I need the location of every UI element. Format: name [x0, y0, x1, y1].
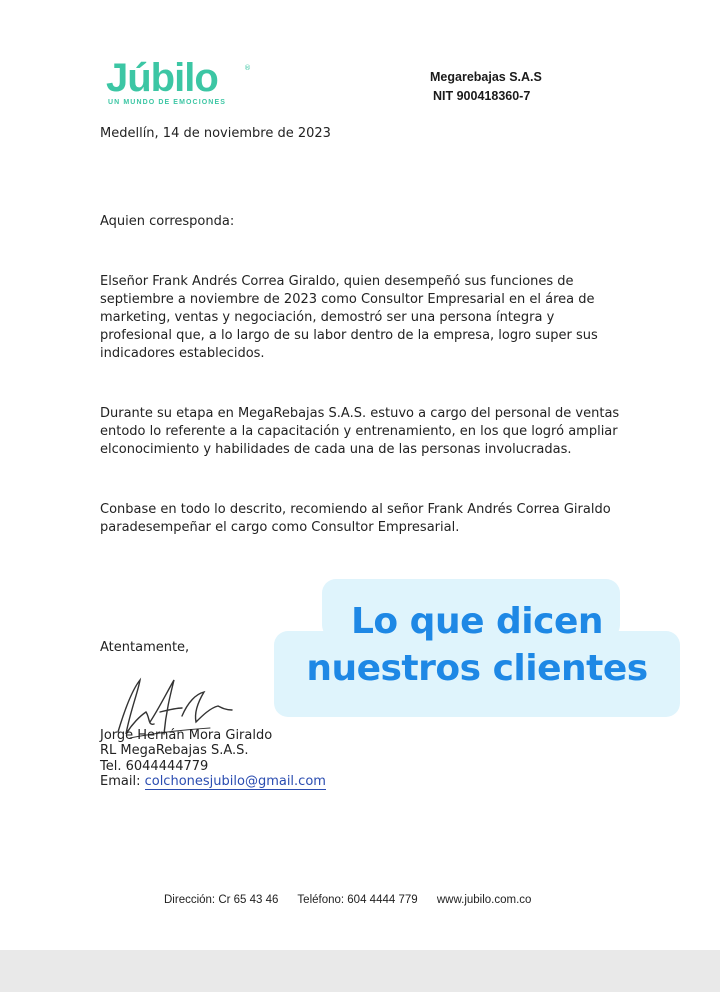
paragraph-line: entodo lo referente a la capacitación y entrenamiento, en los que logró ampliar [100, 424, 618, 439]
logo-wordmark: Júbilo [106, 56, 218, 100]
email-link[interactable]: colchonesjubilo@gmail.com [144, 773, 326, 789]
paragraph-line: elconocimiento y habilidades de cada una de las personas involucradas. [100, 442, 572, 457]
paragraph-line: Conbase en todo lo descrito, recomiendo al señor Frank Andrés Correa Giraldo [100, 502, 611, 517]
signer-block [100, 728, 326, 789]
footer-phone: Teléfono: 604 4444 779 [297, 894, 418, 906]
signer-email-row [100, 774, 326, 789]
paragraph-line: marketing, ventas y negociación, demostró ser una persona íntegra y [100, 310, 555, 325]
banner-line-2: nuestros clientes [306, 648, 648, 689]
email-label: Email: [100, 773, 141, 789]
company-nit: NIT 900418360-7 [433, 89, 531, 103]
paragraph-2 [100, 405, 624, 459]
footer-address: Dirección: Cr 65 43 46 [164, 894, 279, 906]
paragraph-line: indicadores establecidos. [100, 346, 265, 361]
paragraph-line: Elseñor Frank Andrés Correa Giraldo, quien desempeñó sus funciones de [100, 274, 574, 289]
company-name: Megarebajas S.A.S [430, 70, 542, 84]
company-logo [106, 58, 256, 112]
paragraph-line: paradesempeñar el cargo como Consultor Empresarial. [100, 520, 460, 535]
paragraph-line: Durante su etapa en MegaRebajas S.A.S. estuvo a cargo del personal de ventas [100, 406, 620, 421]
paragraph-line: profesional que, a lo largo de su labor dentro de la empresa, logro super sus [100, 328, 598, 343]
testimonial-banner-text [274, 598, 680, 692]
footer-website[interactable]: www.jubilo.com.co [436, 894, 532, 906]
place-date: Medellín, 14 de noviembre de 2023 [100, 126, 331, 141]
paragraph-1 [100, 273, 624, 363]
logo-tagline: UN MUNDO DE EMOCIONES [108, 99, 226, 106]
signer-name: Jorge Hernán Mora Giraldo [100, 728, 273, 743]
paragraph-line: septiembre a noviembre de 2023 como Consultor Empresarial en el área de [100, 292, 595, 307]
signer-phone: Tel. 6044444779 [100, 758, 209, 774]
letter-footer [164, 894, 531, 906]
company-header [430, 68, 542, 106]
signer-role: RL MegaRebajas S.A.S. [100, 743, 249, 759]
logo-registered-mark: ® [244, 64, 251, 72]
paragraph-3 [100, 501, 624, 537]
salutation: Aquien corresponda: [100, 214, 235, 229]
banner-line-1: Lo que dicen [350, 601, 604, 642]
background-strip [0, 950, 720, 992]
closing: Atentamente, [100, 640, 190, 655]
